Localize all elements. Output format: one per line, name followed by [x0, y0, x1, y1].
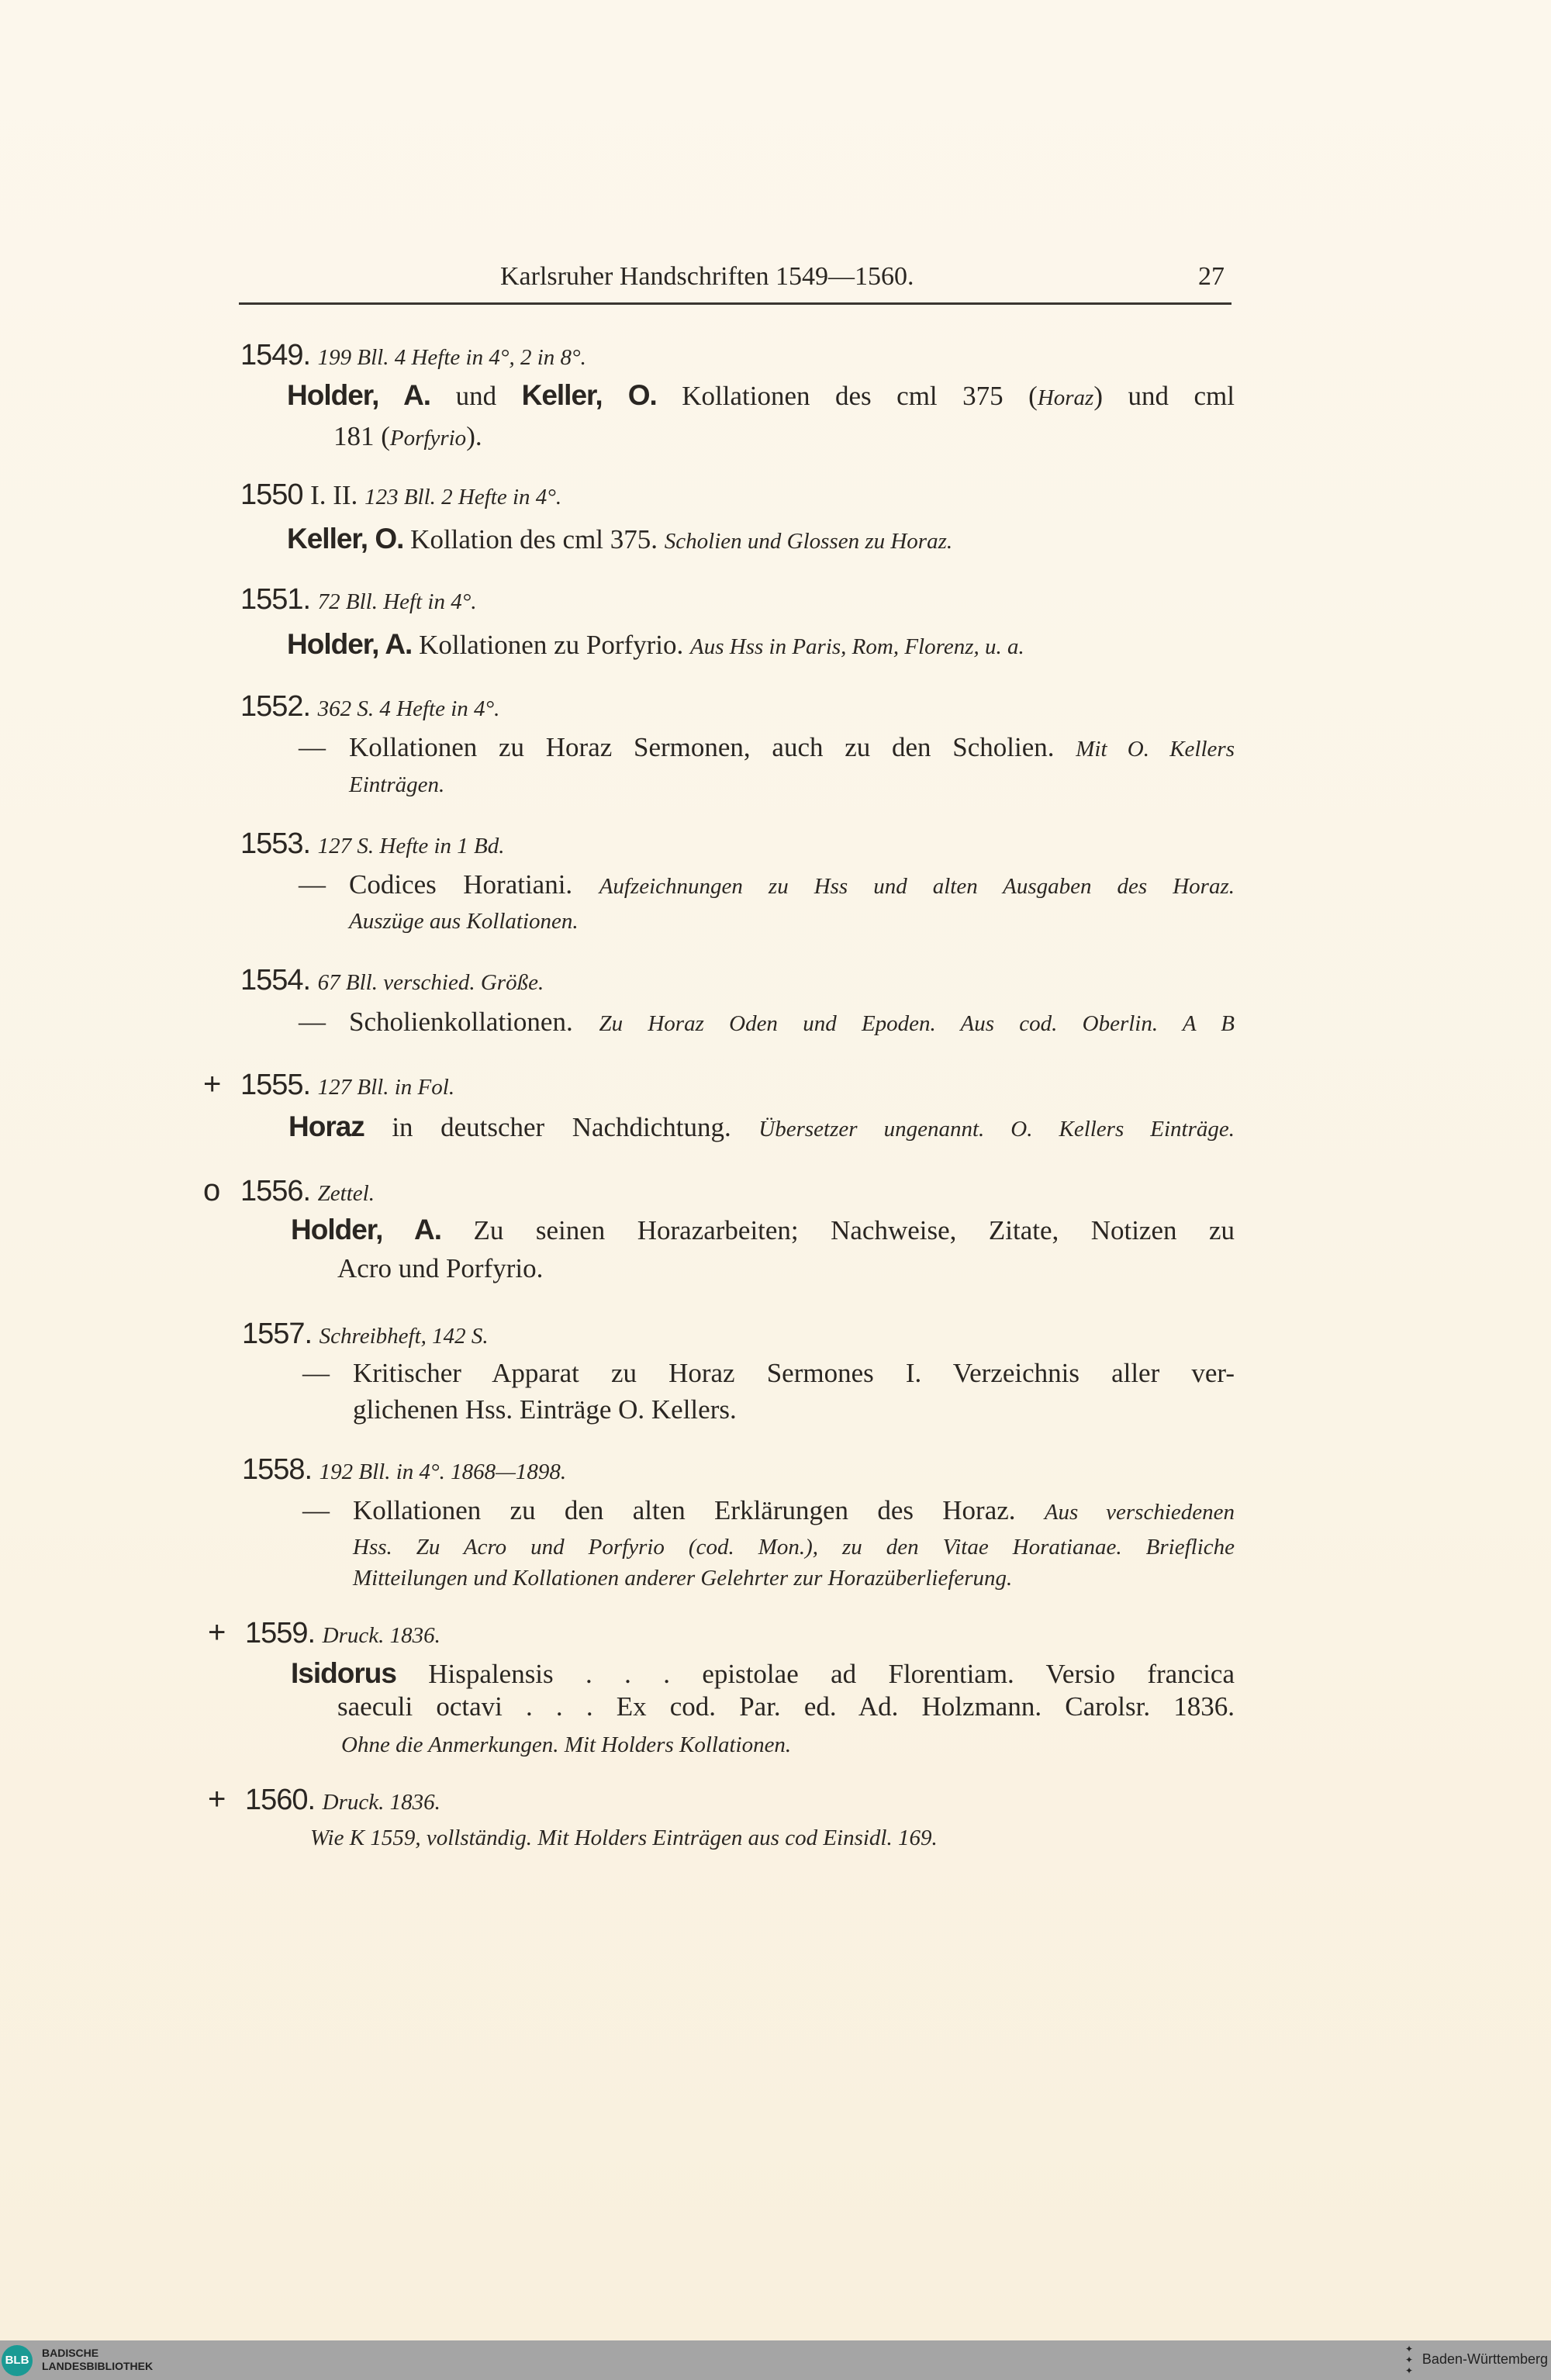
entry-number: 1554.	[240, 964, 318, 997]
entry-number: 1557.	[242, 1318, 320, 1350]
entry-text: —	[299, 732, 326, 762]
entry-line	[299, 731, 326, 765]
plus-mark: +	[208, 1615, 226, 1649]
entry-heading	[240, 963, 544, 1000]
italic-note: Mitteilungen und Kollationen anderer Gelehrter zur Horazüberlieferung.	[353, 1566, 1013, 1591]
entry-text: I. II.	[310, 480, 365, 510]
entry-number: 1551.	[240, 583, 318, 616]
entry-heading	[242, 1453, 566, 1489]
entry-line	[341, 1726, 791, 1762]
entry-line	[349, 1005, 1235, 1041]
italic-note: Horaz	[1037, 385, 1094, 410]
author-name: Holder, A.	[287, 379, 431, 411]
entry-heading	[240, 582, 477, 619]
entry-text: und	[430, 381, 522, 411]
entry-text: 181 (	[333, 421, 390, 451]
italic-note: Wie K 1559, vollständig. Mit Holders Einträgen aus cod Einsidl. 169.	[310, 1826, 938, 1850]
italic-note: Aufzeichnungen zu Hss und alten Ausgaben des Horaz.	[599, 874, 1235, 899]
italic-note: Schreibheft, 142 S.	[319, 1324, 489, 1349]
entry-text: —	[299, 1007, 326, 1037]
italic-note: Aus Hss in Paris, Rom, Florenz, u. a.	[690, 634, 1024, 659]
entry-number: 1560.	[245, 1784, 323, 1816]
entry-number: 1553.	[240, 827, 318, 860]
italic-note: Druck. 1836.	[322, 1790, 440, 1815]
library-name[interactable]	[42, 2347, 153, 2373]
entry-number: 1558.	[242, 1453, 320, 1486]
entry-text: ).	[466, 421, 482, 451]
entry-line	[299, 868, 326, 902]
italic-note: Mit O. Kellers	[1076, 737, 1235, 762]
page-number: 27	[1198, 262, 1225, 291]
entry-number: 1555.	[240, 1069, 318, 1101]
state-name[interactable]: Baden-Württemberg	[1421, 2351, 1548, 2367]
entry-heading	[240, 689, 499, 726]
entry-text: Zu seinen Horazarbeiten; Nachweise, Zitate, Notizen zu	[441, 1215, 1235, 1245]
italic-note: Auszüge aus Kollationen.	[349, 909, 579, 934]
author-name: Isidorus	[291, 1657, 396, 1689]
italic-note: 72 Bll. Heft in 4°.	[317, 589, 477, 614]
entry-heading	[240, 338, 586, 375]
circle-mark: o	[203, 1173, 221, 1207]
entry-line	[302, 1494, 330, 1528]
author-name: Keller, O.	[521, 379, 657, 411]
author-name: Keller, O.	[287, 523, 404, 554]
entry-line	[337, 1252, 543, 1286]
running-header: Karlsruher Handschriften 1549—1560.	[500, 262, 914, 291]
entry-text: Kritischer Apparat zu Horaz Sermones I. Verzeichnis aller ver-	[353, 1358, 1235, 1388]
entry-text: in deutscher Nachdichtung.	[364, 1112, 759, 1142]
italic-note: Druck. 1836.	[322, 1623, 440, 1648]
entry-text: saeculi octavi . . . Ex cod. Par. ed. Ad. Holzmann. Carolsr. 1836.	[337, 1691, 1235, 1722]
library-name-line2: LANDESBIBLIOTHEK	[42, 2360, 154, 2372]
footer-bar	[0, 2340, 1551, 2380]
entry-line	[337, 1690, 1235, 1724]
entry-heading	[208, 1782, 440, 1819]
italic-note: Übersetzer ungenannt. O. Kellers Einträge.	[758, 1117, 1235, 1142]
entry-line	[349, 903, 579, 938]
entry-text: Scholienkollationen.	[349, 1007, 599, 1037]
entry-line	[353, 1494, 1235, 1529]
italic-note: Einträgen.	[349, 772, 445, 797]
entry-line	[310, 1819, 938, 1855]
entry-line	[287, 522, 952, 558]
entry-line	[349, 766, 444, 802]
entry-line	[333, 420, 482, 455]
entry-text: —	[302, 1358, 330, 1388]
entry-number: 1549.	[240, 339, 318, 371]
italic-note: 362 S. 4 Hefte in 4°.	[317, 696, 500, 721]
italic-note: 67 Bll. verschied. Größe.	[317, 970, 544, 995]
italic-note: Zu Horaz Oden und Epoden. Aus cod. Oberlin. A B	[599, 1011, 1235, 1036]
entry-heading	[242, 1317, 489, 1353]
author-name: Holder, A.	[291, 1214, 442, 1245]
entry-line	[302, 1356, 330, 1390]
entry-text: Kollationen zu den alten Erklärungen des Horaz.	[353, 1495, 1045, 1525]
blb-logo-icon[interactable]: BLB	[2, 2345, 33, 2376]
entry-number: 1556.	[240, 1175, 318, 1207]
author-name: Horaz	[288, 1111, 364, 1142]
entry-line	[353, 1560, 1012, 1595]
entry-text: —	[302, 1495, 330, 1525]
entry-number: 1559.	[245, 1617, 323, 1649]
entry-line	[349, 731, 1235, 766]
state-lions-icon: ✦ ✦ ✦	[1404, 2344, 1413, 2376]
entry-heading	[203, 1173, 375, 1211]
entry-heading	[240, 478, 561, 514]
plus-mark: +	[203, 1067, 222, 1101]
entry-text: Kollationen zu Horaz Sermonen, auch zu den Scholien.	[349, 732, 1076, 762]
library-name-line1: BADISCHE	[42, 2347, 99, 2359]
entry-number: 1550	[240, 478, 311, 511]
entry-line	[287, 627, 1024, 664]
plus-mark: +	[208, 1782, 226, 1816]
entry-text: —	[299, 869, 326, 900]
entry-line	[299, 1005, 326, 1039]
italic-note: Aus verschiedenen	[1044, 1500, 1235, 1525]
entry-line	[287, 378, 1235, 415]
italic-note: Porfyrio	[389, 426, 467, 451]
entry-line	[291, 1213, 1235, 1248]
italic-note: Hss. Zu Acro und Porfyrio (cod. Mon.), zu den Vitae Horatianae. Briefliche	[353, 1535, 1235, 1560]
italic-note: 192 Bll. in 4°. 1868—1898.	[319, 1459, 567, 1484]
entry-heading	[208, 1615, 440, 1653]
entry-text: Kollationen zu Porfyrio.	[412, 630, 691, 660]
entry-text: ) und cml	[1093, 381, 1235, 411]
author-name: Holder, A.	[287, 628, 413, 660]
italic-note: Ohne die Anmerkungen. Mit Holders Kollationen.	[341, 1732, 792, 1757]
entry-heading	[240, 827, 504, 863]
entry-text: Hispalensis . . . epistolae ad Florentiam. Versio francica	[396, 1659, 1235, 1689]
italic-note: 123 Bll. 2 Hefte in 4°.	[364, 485, 562, 510]
entry-number: 1552.	[240, 690, 318, 723]
entry-heading	[203, 1067, 454, 1104]
italic-note: Scholien und Glossen zu Horaz.	[664, 529, 953, 554]
italic-note: Zettel.	[317, 1181, 375, 1206]
entry-line	[353, 1356, 1235, 1390]
italic-note: 199 Bll. 4 Hefte in 4°, 2 in 8°.	[317, 345, 586, 370]
entry-text: Codices Horatiani.	[349, 869, 599, 900]
header-rule	[239, 302, 1231, 305]
entry-line	[291, 1656, 1235, 1691]
entry-line	[288, 1110, 1235, 1146]
entry-line	[349, 868, 1235, 903]
entry-text: Acro und Porfyrio.	[337, 1253, 544, 1283]
italic-note: 127 S. Hefte in 1 Bd.	[317, 834, 505, 858]
italic-note: 127 Bll. in Fol.	[317, 1075, 455, 1100]
entry-text: Kollation des cml 375.	[403, 524, 665, 554]
entry-text: Kollationen des cml 375 (	[656, 381, 1038, 411]
entry-line	[353, 1393, 737, 1427]
entry-text: glichenen Hss. Einträge O. Kellers.	[353, 1394, 737, 1425]
